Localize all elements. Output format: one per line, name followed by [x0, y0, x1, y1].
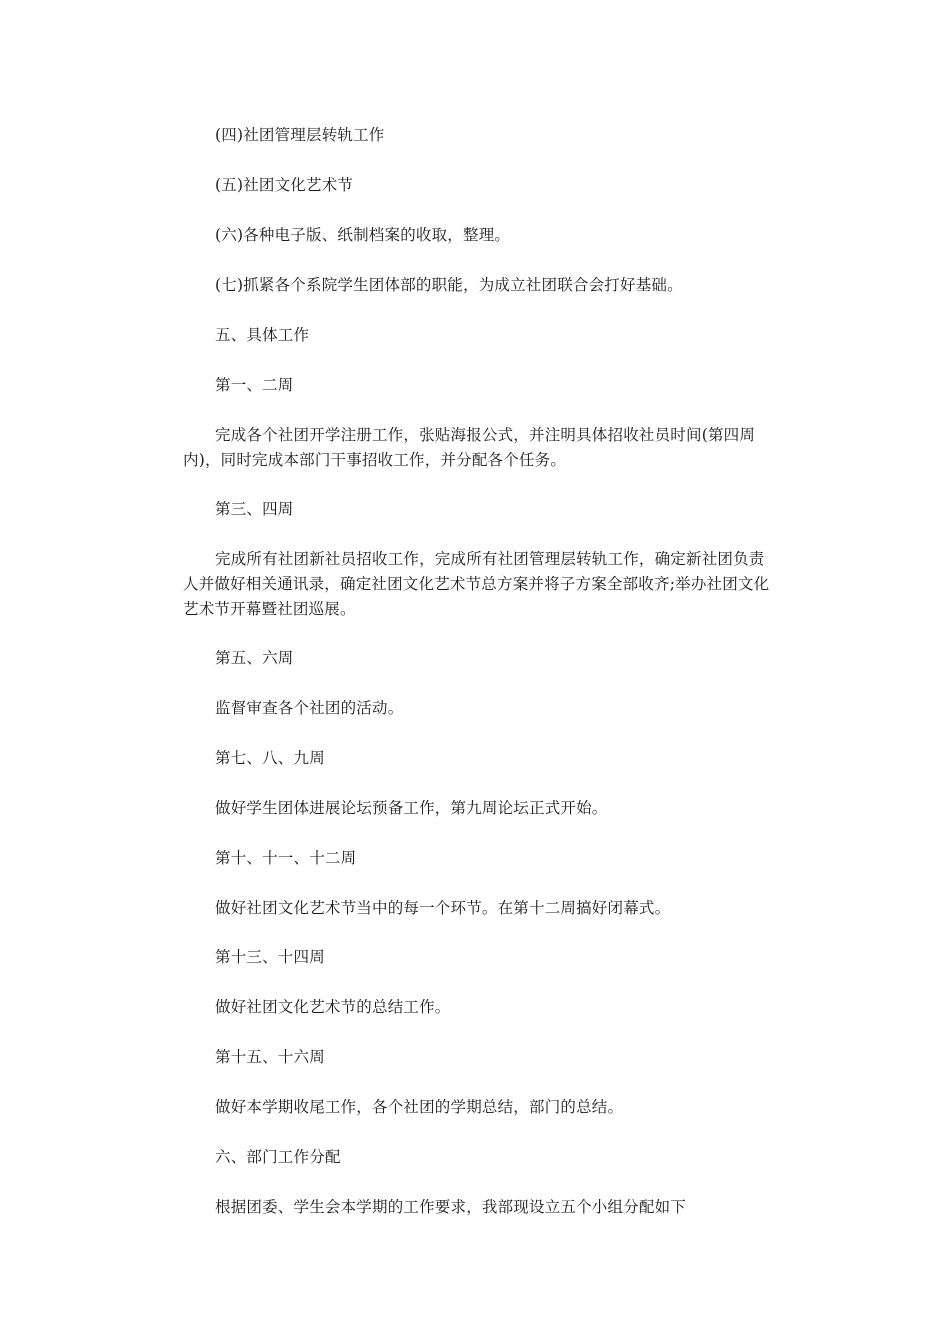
body-paragraph: 根据团委、学生会本学期的工作要求，我部现设立五个小组分配如下 [215, 1198, 687, 1216]
item-four: (四)社团管理层转轨工作 [215, 126, 385, 144]
week-paragraph: 完成各个社团开学注册工作，张贴海报公式，并注明具体招收社员时间(第四周内)，同时完成本部门干事招收工作，并分配各个任务。 [183, 426, 756, 469]
week-paragraph: 完成所有社团新社员招收工作，完成所有社团管理层转轨工作，确定新社团负责人并做好相关通讯录，确定社团文化艺术节总方案并将子方案全部收齐;举办社团文化艺术节开幕暨社团巡展。 [183, 550, 770, 618]
week-heading: 第七、八、九周 [215, 749, 325, 767]
week-heading: 第十、十一、十二周 [215, 849, 357, 867]
week-heading: 第一、二周 [215, 376, 294, 394]
week-heading: 第五、六周 [215, 649, 294, 667]
section-heading-department-assignment: 六、部门工作分配 [215, 1148, 341, 1166]
week-heading: 第三、四周 [215, 500, 294, 518]
week-paragraph: 做好学生团体进展论坛预备工作，第九周论坛正式开始。 [215, 799, 608, 817]
week-paragraph: 做好社团文化艺术节的总结工作。 [215, 998, 451, 1016]
week-heading: 第十三、十四周 [215, 948, 325, 966]
week-heading: 第十五、十六周 [215, 1048, 325, 1066]
week-paragraph: 做好社团文化艺术节当中的每一个环节。在第十二周搞好闭幕式。 [215, 899, 671, 917]
section-heading-specific-work: 五、具体工作 [215, 326, 310, 344]
week-paragraph: 做好本学期收尾工作，各个社团的学期总结，部门的总结。 [215, 1098, 624, 1116]
item-seven: (七)抓紧各个系院学生团体部的职能，为成立社团联合会打好基础。 [215, 276, 683, 294]
item-five: (五)社团文化艺术节 [215, 176, 354, 194]
week-paragraph: 监督审查各个社团的活动。 [215, 699, 404, 717]
item-six: (六)各种电子版、纸制档案的收取，整理。 [215, 226, 511, 244]
